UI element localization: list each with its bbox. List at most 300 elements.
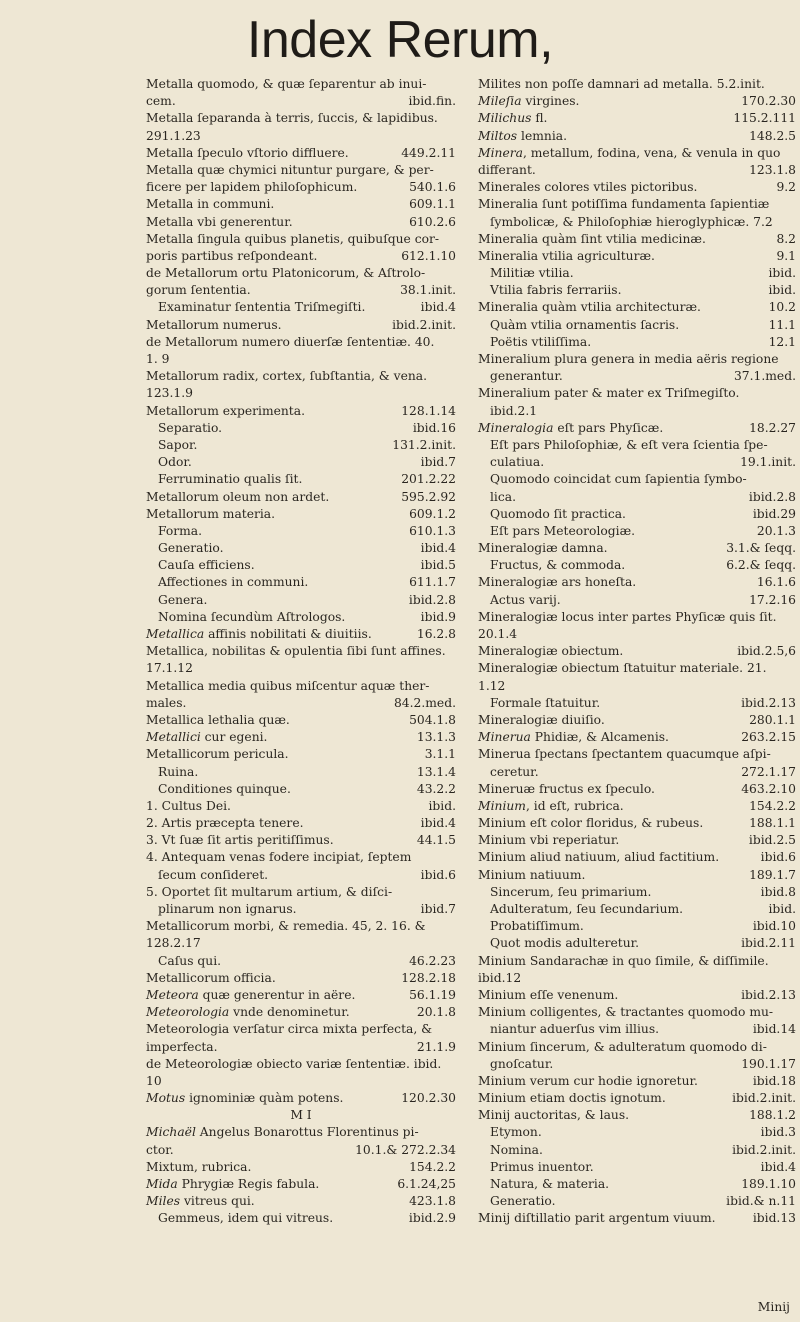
index-entry xyxy=(146,179,456,196)
index-entry xyxy=(478,179,796,196)
entry-page-ref: 504.1.8 xyxy=(406,712,456,729)
entry-text: Nomina ſecundùm Aſtrologos. xyxy=(158,609,346,624)
index-entry xyxy=(146,437,456,454)
index-entry xyxy=(478,351,796,368)
entry-page-ref: 128.1.14 xyxy=(398,403,456,420)
entry-text: Minium verum cur hodie ignoretur. xyxy=(478,1073,698,1088)
index-entry xyxy=(146,110,456,127)
entry-page-ref: 16.2.8 xyxy=(414,626,456,643)
index-entry xyxy=(478,1142,796,1159)
entry-page-ref: 10.1.& 272.2.34 xyxy=(352,1142,456,1159)
entry-text: lica. xyxy=(490,489,516,504)
index-entry xyxy=(478,420,796,437)
entry-text: Gemmeus, idem qui vitreus. xyxy=(158,1211,334,1226)
index-entry xyxy=(478,523,796,540)
entry-text: Mineralogiæ obiectum. xyxy=(478,644,624,659)
index-entry xyxy=(146,1142,456,1159)
index-entry xyxy=(146,970,456,987)
entry-page-ref: 12.1 xyxy=(766,334,796,351)
entry-page-ref: ibid.6 xyxy=(418,867,456,884)
entry-page-ref: 3.1.& ſeqq. xyxy=(723,540,796,557)
index-entry xyxy=(478,867,796,884)
index-entry xyxy=(478,918,796,935)
entry-page-ref: 609.1.1 xyxy=(406,196,456,213)
entry-page-ref: 610.2.6 xyxy=(406,214,456,231)
entry-text: Minij diſtillatio parit argentum viuum. xyxy=(478,1211,716,1226)
index-entry xyxy=(146,282,456,299)
entry-page-ref: 10.2 xyxy=(766,299,796,316)
index-entry xyxy=(146,145,456,162)
entry-page-ref: ibid.6 xyxy=(758,849,796,866)
index-entry xyxy=(478,970,796,987)
entry-text: Generatio. xyxy=(158,541,224,556)
index-entry xyxy=(478,729,796,746)
entry-text: 1. 9 xyxy=(146,352,170,366)
entry-text: Milites non poſſe damnari ad metalla. 5.2.init. xyxy=(478,77,765,91)
entry-text: Nomina. xyxy=(490,1142,543,1157)
entry-text: 17.1.12 xyxy=(146,661,193,676)
entry-text: Quomodo coincidat cum ſapientia ſymbo- xyxy=(490,472,747,487)
entry-text: ſecum conſideret. xyxy=(158,867,269,882)
index-entry xyxy=(478,712,796,729)
entry-page-ref: 6.2.& ſeqq. xyxy=(723,557,796,574)
entry-page-ref: ibid.13 xyxy=(750,1210,796,1227)
entry-text: Mineralogiæ ars honeſta. xyxy=(478,575,637,590)
entry-text: de Meteorologiæ obiecto variæ ſententiæ. ibid. xyxy=(146,1056,442,1071)
entry-text: Milichus fl. xyxy=(478,111,548,126)
entry-text: Vtilia fabris ferrariis. xyxy=(490,283,622,298)
entry-page-ref: ibid. xyxy=(765,901,796,918)
entry-text: culatiua. xyxy=(490,455,545,470)
entry-page-ref: ibid.7 xyxy=(418,901,456,918)
index-entry xyxy=(478,385,796,402)
entry-text: Natura, & materia. xyxy=(490,1177,610,1191)
entry-text: M I xyxy=(290,1108,312,1123)
entry-page-ref: ibid.2.8 xyxy=(746,489,796,506)
entry-text: Minerales colores vtiles pictoribus. xyxy=(478,180,698,195)
entry-page-ref: 13.1.3 xyxy=(414,729,456,746)
entry-page-ref: 38.1.init. xyxy=(397,282,456,299)
index-entry xyxy=(478,935,796,952)
entry-text: 10 xyxy=(146,1073,162,1088)
entry-page-ref: 8.2 xyxy=(773,231,796,248)
index-entry xyxy=(146,729,456,746)
entry-text: Metallicorum pericula. xyxy=(146,747,289,762)
entry-text: Meteorologia verſatur circa mixta perfecta, & xyxy=(146,1022,433,1037)
entry-page-ref: ibid.14 xyxy=(750,1021,796,1038)
entry-page-ref: 11.1 xyxy=(766,317,796,334)
entry-page-ref: ibid.3 xyxy=(758,1124,796,1141)
entry-text: Mineralogiæ locus inter partes Phyſicæ quis ſit. xyxy=(478,609,777,624)
entry-page-ref: 3.1.1 xyxy=(422,746,456,763)
entry-text: Mineralium pater & mater ex Triſmegiſto. xyxy=(478,386,740,401)
index-entry xyxy=(478,110,796,127)
entry-text: Mineralogiæ damna. xyxy=(478,541,608,556)
entry-page-ref: ibid.2.8 xyxy=(406,592,456,609)
entry-page-ref: ibid.fin. xyxy=(405,93,456,110)
index-entry xyxy=(146,1056,456,1073)
entry-text: de Metallorum numero diuerſæ ſententiæ. 40. xyxy=(146,334,435,349)
entry-text: differant. xyxy=(478,162,536,177)
entry-page-ref: ibid. xyxy=(765,282,796,299)
entry-text: Metallici cur egeni. xyxy=(146,730,268,745)
entry-page-ref: 154.2.2 xyxy=(406,1159,456,1176)
index-entry xyxy=(478,678,796,695)
entry-page-ref: 6.1.24,25 xyxy=(394,1176,456,1193)
entry-page-ref: 463.2.10 xyxy=(738,781,796,798)
entry-text: 20.1.4 xyxy=(478,627,518,641)
entry-page-ref: 37.1.med. xyxy=(731,368,796,385)
entry-text: Conditiones quinque. xyxy=(158,781,291,796)
index-entry xyxy=(146,231,456,248)
index-entry xyxy=(146,557,456,574)
index-entry xyxy=(478,609,796,626)
entry-page-ref: ibid.4 xyxy=(758,1159,796,1176)
entry-page-ref: ibid.2.13 xyxy=(738,987,796,1004)
entry-text: Metallorum materia. xyxy=(146,506,276,521)
index-entry xyxy=(146,901,456,918)
index-entry xyxy=(478,1073,796,1090)
entry-text: Minium vbi reperiatur. xyxy=(478,833,620,848)
entry-text: plinarum non ignarus. xyxy=(158,902,297,916)
entry-page-ref: 20.1.8 xyxy=(414,1004,456,1021)
entry-text: 4. Antequam venas fodere incipiat, ſeptem xyxy=(146,850,412,865)
entry-text: Miltos lemnia. xyxy=(478,128,567,143)
index-entry xyxy=(478,540,796,557)
index-entry xyxy=(478,1039,796,1056)
entry-page-ref: 188.1.1 xyxy=(746,815,796,832)
entry-text: Minium colligentes, & tractantes quomodo mu- xyxy=(478,1005,774,1020)
entry-text: Quomodo ſit practica. xyxy=(490,506,626,521)
entry-text: Minium etiam doctis ignotum. xyxy=(478,1091,666,1106)
index-entry xyxy=(146,385,456,402)
entry-text: Michaël Angelus Bonarottus Florentinus pi- xyxy=(146,1125,419,1140)
index-entry xyxy=(146,867,456,884)
entry-page-ref: ibid.16 xyxy=(410,420,456,437)
index-entry xyxy=(146,403,456,420)
entry-text: Mineralia ſunt potiſſima fundamenta ſapientiæ xyxy=(478,197,770,212)
entry-text: Adulteratum, ſeu ſecundarium. xyxy=(490,902,684,916)
entry-page-ref: 9.1 xyxy=(773,248,796,265)
index-entry xyxy=(478,849,796,866)
index-entry xyxy=(146,454,456,471)
entry-text: Etymon. xyxy=(490,1125,542,1140)
index-entry xyxy=(478,471,796,488)
entry-text: Minium eſt color floridus, & rubeus. xyxy=(478,816,704,831)
index-entry xyxy=(146,162,456,179)
entry-text: generantur. xyxy=(490,369,563,384)
index-entry xyxy=(146,1176,456,1193)
index-entry xyxy=(478,660,796,677)
index-entry xyxy=(478,643,796,660)
index-entry xyxy=(146,1159,456,1176)
entry-text: Minium aliud natiuum, aliud factitium. xyxy=(478,850,720,865)
entry-text: Minium natiuum. xyxy=(478,867,586,882)
entry-page-ref: 540.1.6 xyxy=(406,179,456,196)
entry-text: 123.1.9 xyxy=(146,386,193,401)
index-entry xyxy=(478,1004,796,1021)
entry-page-ref: ibid.7 xyxy=(418,454,456,471)
entry-text: gorum ſententia. xyxy=(146,283,251,298)
entry-page-ref: ibid.& n.11 xyxy=(723,1193,796,1210)
entry-page-ref: 280.1.1 xyxy=(746,712,796,729)
entry-page-ref: ibid.5 xyxy=(418,557,456,574)
index-entry xyxy=(146,643,456,660)
entry-page-ref: 123.1.8 xyxy=(746,162,796,179)
index-entry xyxy=(478,145,796,162)
entry-text: Mineralia quàm vtilia architecturæ. xyxy=(478,300,701,315)
index-entry xyxy=(146,1124,456,1141)
index-entry xyxy=(478,368,796,385)
entry-text: Mineralogiæ diuiſio. xyxy=(478,712,605,727)
entry-page-ref: ibid.2.9 xyxy=(406,1210,456,1227)
entry-page-ref: 21.1.9 xyxy=(414,1039,456,1056)
entry-text: Metalla quomodo, & quæ ſeparentur ab inui- xyxy=(146,77,427,91)
index-entry xyxy=(478,574,796,591)
entry-text: Miles vitreus qui. xyxy=(146,1194,255,1209)
index-entry xyxy=(478,128,796,145)
entry-text: ſymbolicæ, & Philoſophiæ hieroglyphicæ. 7.2 xyxy=(490,214,773,229)
entry-page-ref: ibid.4 xyxy=(418,815,456,832)
entry-text: Ferruminatio qualis ſit. xyxy=(158,472,303,487)
entry-text: Mileſia virgines. xyxy=(478,94,580,109)
index-entry xyxy=(478,1176,796,1193)
entry-text: Eſt pars Philoſophiæ, & eſt vera ſcientia ſpe- xyxy=(490,437,768,452)
index-entry xyxy=(146,471,456,488)
entry-text: Primus inuentor. xyxy=(490,1159,594,1174)
entry-page-ref: ibid.29 xyxy=(750,506,796,523)
entry-page-ref: 188.1.2 xyxy=(746,1107,796,1124)
entry-text: Minerua ſpectans ſpectantem quacumque aſpi- xyxy=(478,747,771,762)
index-entry xyxy=(478,317,796,334)
entry-page-ref: ibid.2.init. xyxy=(729,1090,796,1107)
entry-page-ref: 189.1.10 xyxy=(738,1176,796,1193)
index-entry xyxy=(146,214,456,231)
entry-text: Sapor. xyxy=(158,437,198,452)
entry-page-ref: 44.1.5 xyxy=(414,832,456,849)
index-entry xyxy=(478,901,796,918)
index-entry xyxy=(146,351,456,368)
index-entry xyxy=(146,626,456,643)
entry-text: 1.12 xyxy=(478,678,506,693)
entry-text: Metallica affinis nobilitati & diuitiis. xyxy=(146,627,372,641)
entry-text: Metallorum experimenta. xyxy=(146,403,305,418)
index-entry xyxy=(146,128,456,145)
entry-page-ref: 610.1.3 xyxy=(406,523,456,540)
entry-text: niantur aduerſus vim illius. xyxy=(490,1022,660,1037)
index-entry xyxy=(146,574,456,591)
index-entry xyxy=(478,334,796,351)
index-entry xyxy=(146,1090,456,1107)
entry-text: Mineralogia eſt pars Phyſicæ. xyxy=(478,420,664,435)
index-entry xyxy=(478,592,796,609)
entry-text: Mineralia vtilia agriculturæ. xyxy=(478,248,655,263)
index-entry xyxy=(478,884,796,901)
index-entry xyxy=(146,1039,456,1056)
index-entry xyxy=(478,764,796,781)
entry-page-ref: 115.2.111 xyxy=(730,110,796,127)
entry-page-ref: 46.2.23 xyxy=(406,953,456,970)
entry-page-ref: 19.1.init. xyxy=(737,454,796,471)
index-entry xyxy=(478,196,796,213)
entry-text: Mineruæ fructus ex ſpeculo. xyxy=(478,781,655,796)
entry-text: 3. Vt ſuæ ſit artis peritiſſimus. xyxy=(146,833,334,848)
index-entry xyxy=(478,403,796,420)
entry-text: Metalla ſingula quibus planetis, quibuſque cor- xyxy=(146,231,440,246)
index-entry xyxy=(478,299,796,316)
entry-text: Metallicorum morbi, & remedia. 45, 2. 16. & xyxy=(146,919,426,934)
index-entry xyxy=(146,540,456,557)
index-entry xyxy=(478,987,796,1004)
left-column xyxy=(146,76,456,1228)
entry-text: cem. xyxy=(146,94,176,109)
index-entry xyxy=(478,746,796,763)
entry-page-ref: ibid.2.5 xyxy=(746,832,796,849)
entry-text: Quàm vtilia ornamentis ſacris. xyxy=(490,317,680,332)
index-entry xyxy=(146,609,456,626)
entry-text: Mixtum, rubrica. xyxy=(146,1159,252,1174)
entry-text: Eſt pars Meteorologiæ. xyxy=(490,523,636,538)
entry-page-ref: ibid.4 xyxy=(418,540,456,557)
entry-text: 2. Artis præcepta tenere. xyxy=(146,816,304,831)
index-entry xyxy=(478,1159,796,1176)
entry-page-ref: 128.2.18 xyxy=(398,970,456,987)
index-entry xyxy=(478,815,796,832)
entry-text: Metalla quæ chymici nituntur purgare, & per- xyxy=(146,162,434,177)
index-entry xyxy=(146,93,456,110)
index-entry xyxy=(478,1107,796,1124)
entry-text: Meteora quæ generentur in aëre. xyxy=(146,987,356,1002)
index-entry xyxy=(478,506,796,523)
entry-text: Quot modis adulteretur. xyxy=(490,936,640,951)
entry-text: Forma. xyxy=(158,523,203,538)
entry-page-ref: ibid. xyxy=(765,265,796,282)
right-column xyxy=(478,76,796,1228)
entry-page-ref: 84.2.med. xyxy=(391,695,456,712)
index-entry xyxy=(146,953,456,970)
index-entry xyxy=(478,1056,796,1073)
entry-page-ref: ibid.4 xyxy=(418,299,456,316)
index-entry xyxy=(146,935,456,952)
entry-text: 5. Oportet ſit multarum artium, & diſci- xyxy=(146,884,393,899)
index-entry xyxy=(478,489,796,506)
entry-text: Mineralia quàm ſint vtilia medicinæ. xyxy=(478,231,706,246)
index-entry xyxy=(146,849,456,866)
index-entry xyxy=(478,93,796,110)
index-entry xyxy=(478,695,796,712)
index-entry xyxy=(146,1073,456,1090)
index-entry xyxy=(146,76,456,93)
entry-text: Metallorum numerus. xyxy=(146,317,282,332)
index-entry xyxy=(146,265,456,282)
index-entry xyxy=(478,1021,796,1038)
index-entry xyxy=(146,798,456,815)
index-entry xyxy=(146,1107,456,1124)
entry-text: Metalla ſeparanda à terris, ſuccis, & lapidibus. xyxy=(146,111,438,126)
index-entry xyxy=(146,368,456,385)
entry-text: Actus varij. xyxy=(490,592,561,607)
index-entry xyxy=(478,798,796,815)
index-entry xyxy=(146,832,456,849)
entry-page-ref: 43.2.2 xyxy=(414,781,456,798)
index-entry xyxy=(478,248,796,265)
index-entry xyxy=(478,231,796,248)
index-entry xyxy=(146,746,456,763)
entry-text: imperfecta. xyxy=(146,1039,218,1054)
entry-text: Mineralogiæ obiectum ſtatuitur materiale. 21. xyxy=(478,661,767,676)
index-entry xyxy=(146,299,456,316)
entry-text: Metallica media quibus miſcentur aquæ ther- xyxy=(146,678,430,693)
entry-text: 291.1.23 xyxy=(146,128,201,143)
entry-page-ref: ibid. xyxy=(425,798,456,815)
entry-page-ref: 201.2.22 xyxy=(398,471,456,488)
index-entry xyxy=(478,953,796,970)
entry-text: ficere per lapidem philoſophicum. xyxy=(146,180,358,195)
entry-text: Odor. xyxy=(158,455,192,470)
catchword: Minij xyxy=(757,1300,790,1314)
index-entry xyxy=(478,454,796,471)
entry-text: poris partibus reſpondeant. xyxy=(146,248,318,263)
index-entry xyxy=(146,248,456,265)
index-entry xyxy=(146,764,456,781)
entry-page-ref: 612.1.10 xyxy=(398,248,456,265)
entry-text: Militiæ vtilia. xyxy=(490,266,574,281)
index-entry xyxy=(478,214,796,231)
entry-page-ref: 120.2.30 xyxy=(398,1090,456,1107)
entry-text: Minera, metallum, fodina, vena, & venula in quo xyxy=(478,145,781,160)
index-entry xyxy=(146,695,456,712)
entry-page-ref: ibid.10 xyxy=(750,918,796,935)
entry-text: Generatio. xyxy=(490,1194,556,1209)
index-entry xyxy=(146,420,456,437)
entry-text: 1. Cultus Dei. xyxy=(146,798,231,813)
entry-page-ref: 609.1.2 xyxy=(406,506,456,523)
entry-page-ref: ibid.2.11 xyxy=(738,935,796,952)
entry-text: Minium Sandarachæ in quo ſimile, & diſſimile. xyxy=(478,953,769,968)
entry-page-ref: 18.2.27 xyxy=(746,420,796,437)
index-entry xyxy=(478,76,796,93)
entry-page-ref: ibid.2.5,6 xyxy=(734,643,796,660)
index-entry xyxy=(478,1193,796,1210)
index-entry xyxy=(146,884,456,901)
entry-text: Minium ſincerum, & adulteratum quomodo di- xyxy=(478,1039,767,1054)
entry-page-ref: ibid.2.13 xyxy=(738,695,796,712)
entry-text: ibid.2.1 xyxy=(490,403,538,418)
index-entry xyxy=(146,712,456,729)
entry-text: ctor. xyxy=(146,1142,174,1157)
entry-text: Minij auctoritas, & laus. xyxy=(478,1108,630,1123)
index-entry xyxy=(146,1004,456,1021)
entry-text: males. xyxy=(146,695,187,710)
entry-text: Cauſa efficiens. xyxy=(158,558,255,573)
entry-text: Poëtis vtiliſſima. xyxy=(490,334,592,349)
index-entry xyxy=(478,282,796,299)
index-entry xyxy=(146,660,456,677)
index-entry xyxy=(146,334,456,351)
index-entry xyxy=(146,1021,456,1038)
entry-page-ref: 9.2 xyxy=(773,179,796,196)
entry-text: Sincerum, ſeu primarium. xyxy=(490,884,652,899)
entry-text: Minium eſſe venenum. xyxy=(478,987,619,1002)
entry-page-ref: 131.2.init. xyxy=(389,437,456,454)
entry-page-ref: 611.1.7 xyxy=(406,574,456,591)
entry-page-ref: 16.1.6 xyxy=(754,574,796,591)
index-entry xyxy=(478,832,796,849)
entry-page-ref: 595.2.92 xyxy=(398,489,456,506)
entry-page-ref: 170.2.30 xyxy=(738,93,796,110)
entry-text: Caſus qui. xyxy=(158,953,222,968)
entry-page-ref: 272.1.17 xyxy=(738,764,796,781)
